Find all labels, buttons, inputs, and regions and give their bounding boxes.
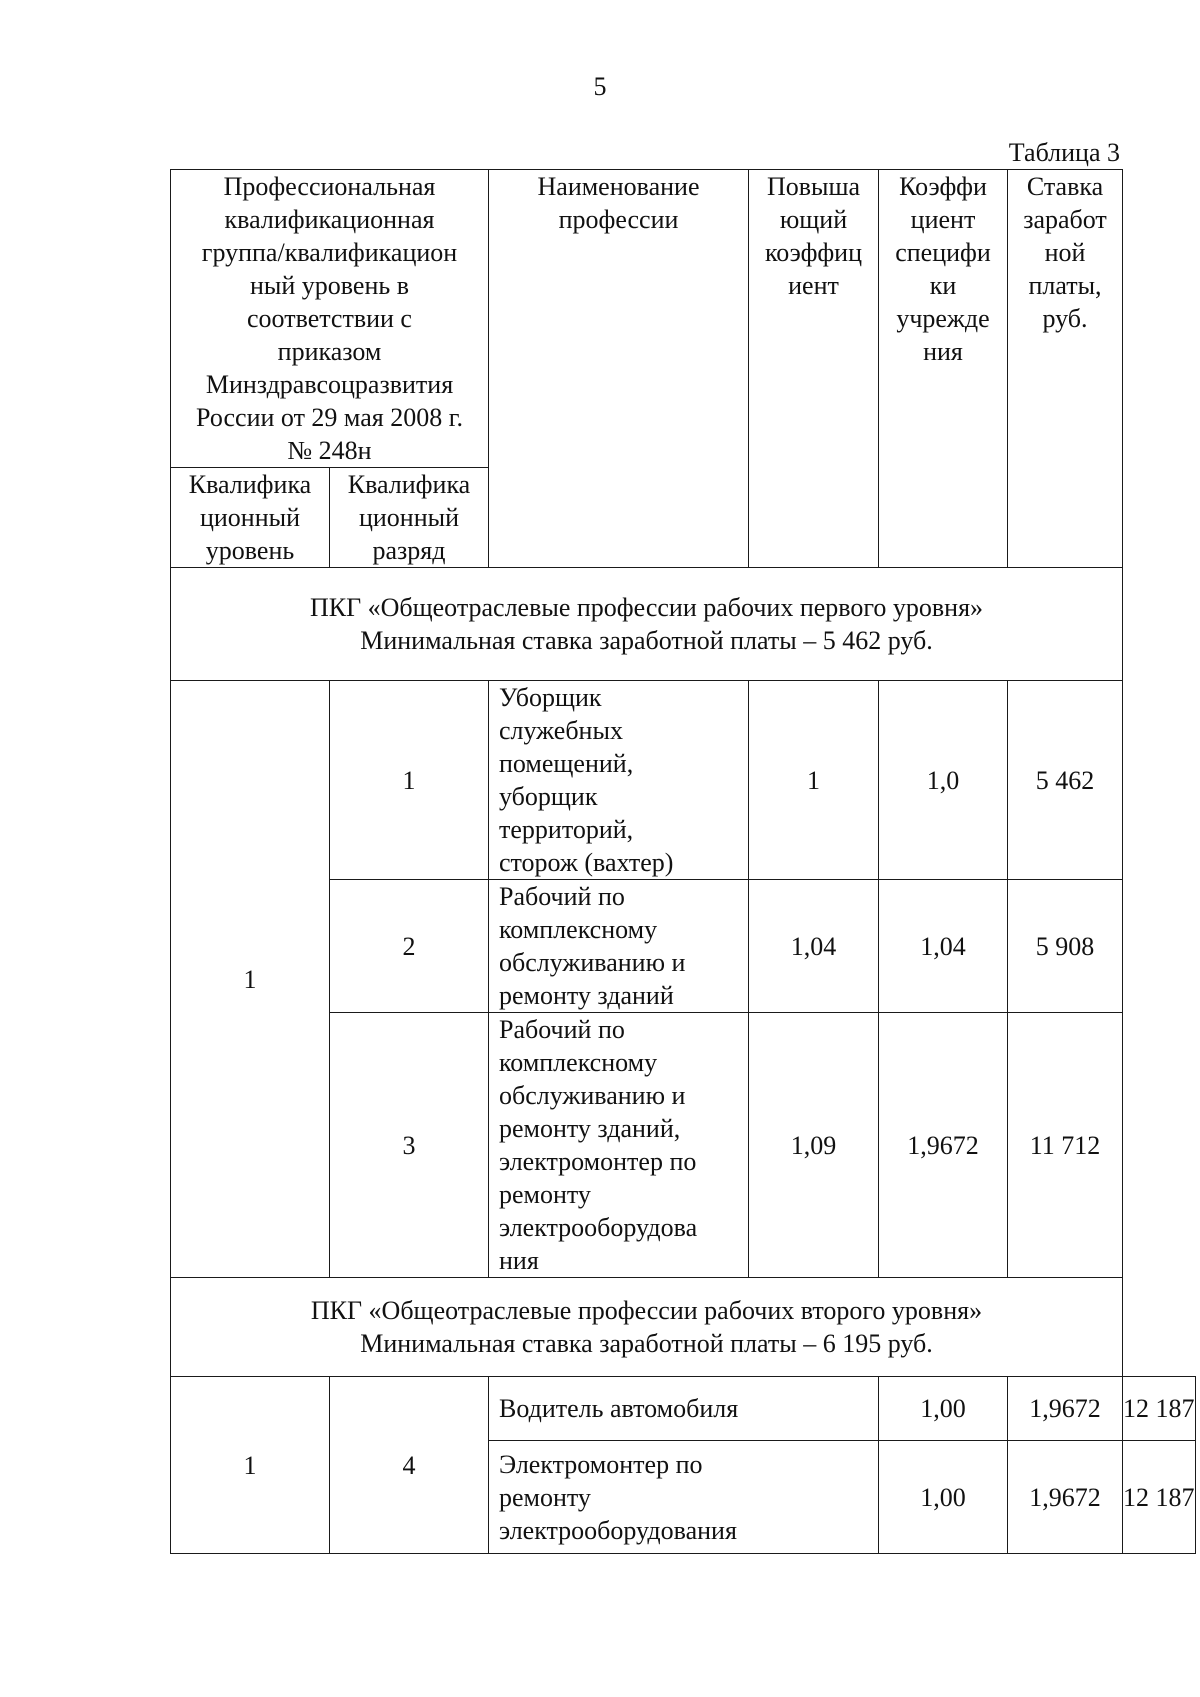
header-line: платы, [1028,271,1102,300]
header-line: уровень [205,536,295,565]
table-row [171,681,1196,880]
salary-rate-cell: 11 712 [1008,1013,1123,1278]
specifics-coef-cell: 1,0 [879,681,1008,880]
header-line: коэффиц [764,238,862,267]
profession-line: Электромонтер по [499,1449,703,1479]
specifics-coef-cell: 1,9672 [1008,1441,1123,1554]
header-line: заработ [1023,205,1107,234]
header-line: соответствии с [247,304,412,333]
profession-cell [489,1441,879,1554]
group-title: ПКГ «Общеотраслевые профессии рабочих первого уровня» [309,593,984,622]
header-line: приказом [277,337,382,366]
raising-coef-cell: 1,00 [879,1441,1008,1554]
profession-line: ремонту зданий [499,981,674,1010]
header-line: Ставка [1026,172,1104,201]
profession-line: служебных [499,716,623,745]
group-min-rate: Минимальная ставка заработной платы – 5 462 руб. [360,626,933,655]
profession-line: комплексному [499,1048,658,1077]
page-number: 5 [593,72,607,101]
header-line: ния [923,337,963,366]
profession-cell [489,1013,749,1278]
header-group-level [171,170,489,468]
header-line: Наименование [537,172,700,201]
header-line: циент [910,205,976,234]
header-line: специфи [895,238,991,267]
raising-coef-cell: 1,00 [879,1377,1008,1441]
header-line: квалификационная [224,205,435,234]
profession-line: сторож (вахтер) [499,848,674,877]
specifics-coef-cell: 1,9672 [879,1013,1008,1278]
salary-table [170,169,1196,1554]
header-line: ционный [358,503,460,532]
header-line: ный уровень в [249,271,409,300]
group-title-row [171,1278,1123,1377]
header-line: Минздравсоцразвития [205,370,454,399]
header-line: учрежде [896,304,990,333]
profession-line: ремонту [499,1482,591,1512]
header-line: группа/квалификацион [201,238,458,267]
profession-line: обслуживанию и [499,948,686,977]
profession-line: ремонту зданий, [499,1114,681,1143]
raising-coef-cell: 1 [749,681,879,880]
header-line: Профессиональная [223,172,436,201]
profession-line: электромонтер по [499,1147,697,1176]
profession-line: Уборщик [499,683,602,712]
header-qual-level [171,468,330,568]
raising-coef-cell: 1,09 [749,1013,879,1278]
salary-rate-cell: 5 908 [1008,880,1123,1013]
header-line: Квалифика [188,470,312,499]
header-line: профессии [558,205,679,234]
header-line: Коэффи [899,172,987,201]
header-line: Квалифика [347,470,471,499]
profession-line: помещений, [499,749,634,778]
qual-level-cell: 1 [171,681,330,1278]
profession-line: электрооборудования [499,1515,737,1545]
group-title-row [171,568,1123,681]
header-line: ющий [779,205,848,234]
header-line: руб. [1042,304,1088,333]
profession-cell [489,1377,879,1441]
header-line: России от 29 мая 2008 г. [196,403,463,432]
header-line: ной [1044,238,1086,267]
qual-grade-cell: 3 [330,1013,489,1278]
salary-table-container [170,169,1196,1554]
profession-line: комплексному [499,915,658,944]
header-raising-coef [749,170,879,568]
qual-grade-cell: 1 [330,681,489,880]
profession-line: Рабочий по [499,1015,625,1044]
header-profession [489,170,749,568]
header-qual-grade [330,468,489,568]
salary-rate-cell: 5 462 [1008,681,1123,880]
specifics-coef-cell: 1,04 [879,880,1008,1013]
profession-line: уборщик [499,782,598,811]
header-specifics-coef [879,170,1008,568]
profession-cell [489,681,749,880]
header-line: ционный [199,503,301,532]
qual-level-cell: 1 [171,1377,330,1554]
group-title: ПКГ «Общеотраслевые профессии рабочих второго уровня» [310,1296,983,1325]
salary-rate-cell: 12 187 [1123,1377,1196,1441]
profession-line: обслуживанию и [499,1081,686,1110]
table-caption: Таблица 3 [1008,138,1120,167]
specifics-coef-cell: 1,9672 [1008,1377,1123,1441]
header-salary-rate [1008,170,1123,568]
qual-grade-cell: 4 [330,1377,489,1554]
header-line: ки [929,271,957,300]
header-line: Повыша [766,172,861,201]
profession-line: ния [499,1246,539,1275]
raising-coef-cell: 1,04 [749,880,879,1013]
profession-line: электрооборудова [499,1213,698,1242]
profession-line: территорий, [499,815,634,844]
profession-cell [489,880,749,1013]
header-line: № 248н [287,436,372,465]
header-line: иент [788,271,839,300]
profession-line: Водитель автомобиля [499,1394,739,1423]
profession-line: Рабочий по [499,882,625,911]
salary-rate-cell: 12 187 [1123,1441,1196,1554]
header-line: разряд [372,536,446,565]
qual-grade-cell: 2 [330,880,489,1013]
table-row [171,1377,1196,1441]
group-min-rate: Минимальная ставка заработной платы – 6 195 руб. [360,1329,933,1358]
profession-line: ремонту [499,1180,591,1209]
